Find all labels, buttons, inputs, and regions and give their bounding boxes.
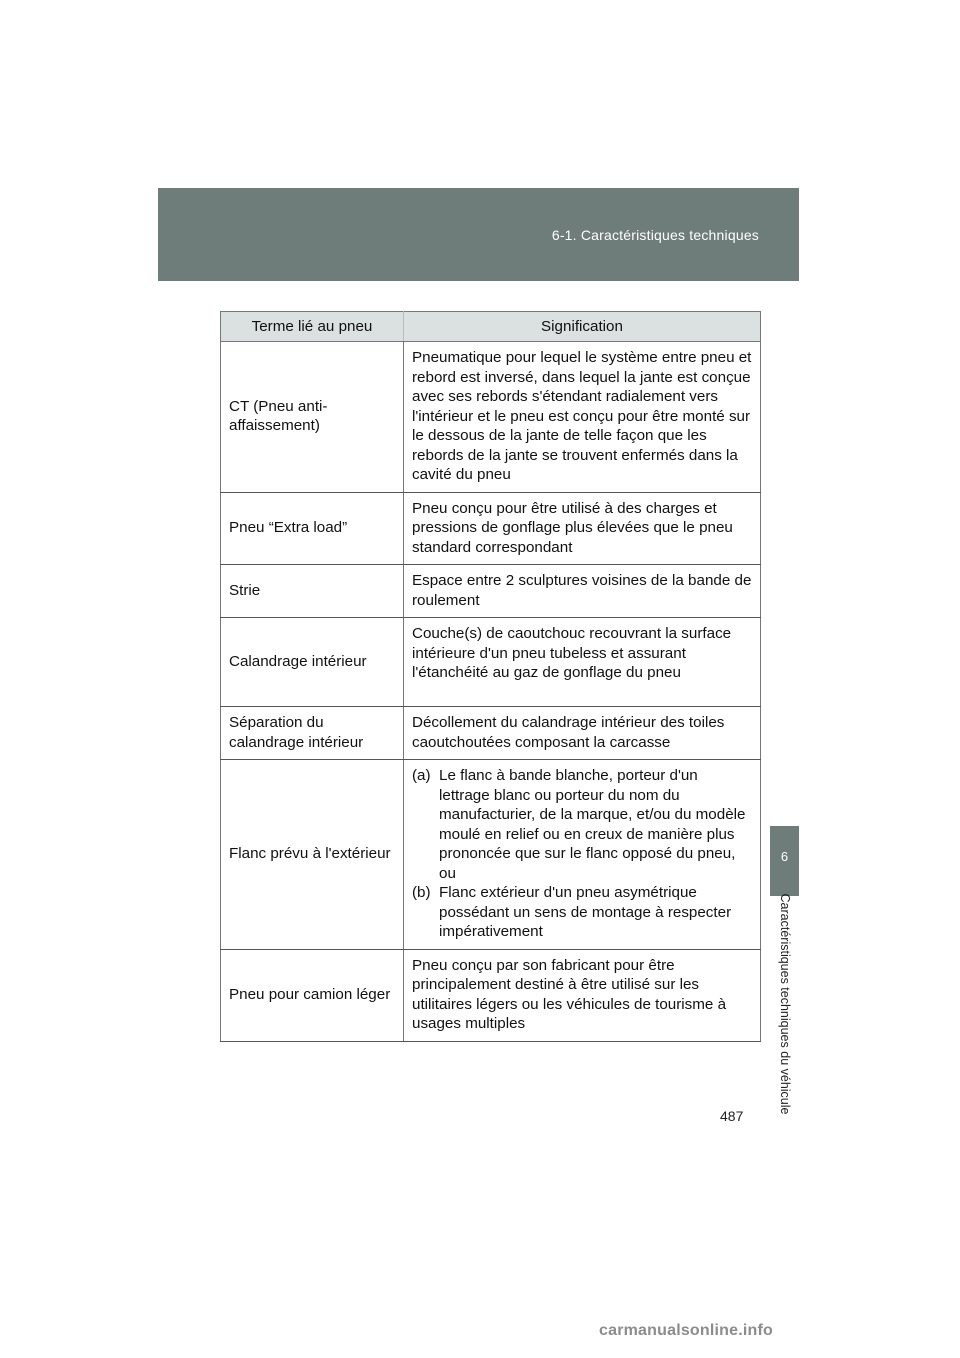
section-header-band bbox=[158, 188, 799, 281]
chapter-tab bbox=[770, 826, 799, 896]
meaning-cell bbox=[404, 760, 761, 950]
section-title: 6-1. Caractéristiques techniques bbox=[551, 227, 759, 243]
table-row bbox=[221, 492, 761, 565]
table-row bbox=[221, 565, 761, 618]
table-row bbox=[221, 707, 761, 760]
list-item bbox=[412, 883, 752, 942]
table-row bbox=[221, 760, 761, 950]
column-header-term: Terme lié au pneu bbox=[221, 312, 404, 342]
watermark: carmanualsonline.info bbox=[599, 1322, 774, 1339]
table-row bbox=[221, 342, 761, 493]
term-cell: Pneu pour camion léger bbox=[221, 949, 404, 1041]
meaning-cell: Couche(s) de caoutchouc recouvrant la surface intérieure d'un pneu tubeless et assurant l'étanchéité au gaz de gonflage du pneu bbox=[404, 618, 761, 707]
meaning-cell: Décollement du calandrage intérieur des toiles caoutchoutées composant la carcasse bbox=[404, 707, 761, 760]
list-text: Flanc extérieur d'un pneu asymétrique possédant un sens de montage à respecter impérativement bbox=[439, 884, 732, 940]
meaning-cell: Pneu conçu par son fabricant pour être principalement destiné à être utilisé sur les utilitaires légers ou les véhicules de tourisme à usages multiples bbox=[404, 949, 761, 1041]
term-cell: Flanc prévu à l'extérieur bbox=[221, 760, 404, 950]
page-number: 487 bbox=[720, 1108, 744, 1124]
table-row bbox=[221, 949, 761, 1041]
table-row bbox=[221, 618, 761, 707]
column-header-meaning: Signification bbox=[404, 312, 761, 342]
chapter-label: Caractéristiques techniques du véhicule bbox=[778, 893, 792, 1115]
list-marker: (a) bbox=[412, 767, 431, 784]
term-cell: CT (Pneu anti-affaissement) bbox=[221, 342, 404, 493]
term-cell: Strie bbox=[221, 565, 404, 618]
term-cell: Séparation du calandrage intérieur bbox=[221, 707, 404, 760]
meaning-cell: Espace entre 2 sculptures voisines de la bande de roulement bbox=[404, 565, 761, 618]
meaning-cell: Pneumatique pour lequel le système entre pneu et rebord est inversé, dans lequel la jante est conçue avec ses rebords s'étendant radialement vers l'intérieur et le pneu est conçu pour être monté sur le dessous de la jante de telle façon que les rebords de la jante se trouvent enfermés dans la cavité du pneu bbox=[404, 342, 761, 493]
table-header-row bbox=[221, 312, 761, 342]
term-cell: Pneu “Extra load” bbox=[221, 492, 404, 565]
list-text: Le flanc à bande blanche, porteur d'un lettrage blanc ou porteur du nom du manufacturier, de la marque, et/ou du modèle moulé en relief ou en creux de manière plus prononcée que sur le flanc opposé du pneu, ou bbox=[439, 767, 746, 882]
list-marker: (b) bbox=[412, 884, 431, 901]
tire-terms-table bbox=[220, 311, 761, 1042]
chapter-number: 6 bbox=[780, 849, 789, 864]
term-cell: Calandrage intérieur bbox=[221, 618, 404, 707]
meaning-cell: Pneu conçu pour être utilisé à des charges et pressions de gonflage plus élevées que le pneu standard correspondant bbox=[404, 492, 761, 565]
list-item bbox=[412, 766, 752, 883]
